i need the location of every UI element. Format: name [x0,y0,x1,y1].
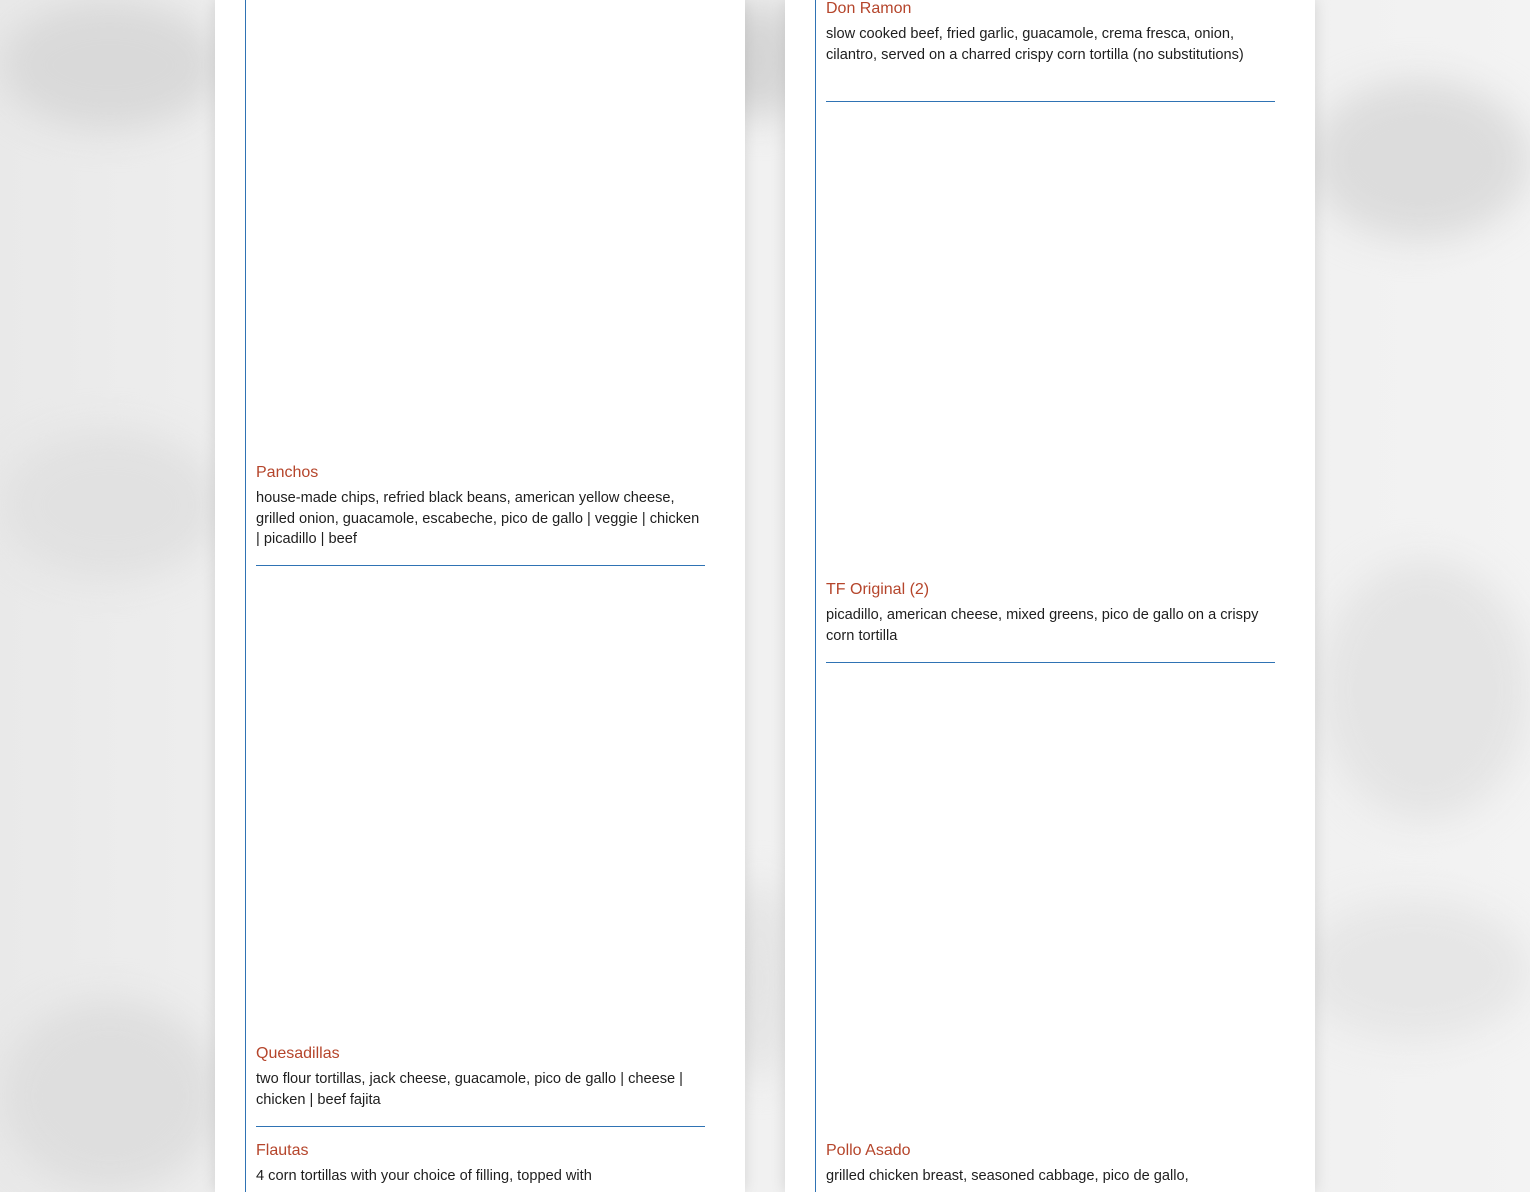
menu-column-right [785,0,1315,1192]
item-divider [826,101,1275,102]
column-divider-line [245,0,246,1192]
menu-item-name: TF Original (2) [826,581,930,598]
menu-item-description: 4 corn tortillas with your choice of filling, topped with [256,1168,592,1184]
item-divider [256,565,705,566]
column-divider-line [815,0,816,1192]
menu-item-description: two flour tortillas, jack cheese, guacamole, pico de gallo | cheese | chicken | beef fajita [256,1071,683,1108]
menu-item-panchos [256,463,705,550]
item-divider [256,1126,705,1127]
menu-item-flautas [256,1141,705,1187]
menu-item-quesadillas [256,1044,705,1110]
menu-item-name: Don Ramon [826,0,912,17]
menu-item-name: Quesadillas [256,1045,340,1062]
item-divider [826,662,1275,663]
menu-item-name: Pollo Asado [826,1142,911,1159]
menu-item-tf-original [826,580,1275,646]
menu-item-name: Flautas [256,1142,309,1159]
menu-item-description: slow cooked beef, fried garlic, guacamole, crema fresca, onion, cilantro, served on a charred crispy corn tortilla (no substitutions) [826,26,1244,63]
menu-item-don-ramon [826,0,1275,65]
menu-column-left [215,0,745,1192]
menu-item-description: house-made chips, refried black beans, american yellow cheese, grilled onion, guacamole, escabeche, pico de gallo | veggie | chicken | picadillo | beef [256,490,700,547]
menu-item-description: grilled chicken breast, seasoned cabbage, pico de gallo, [826,1168,1189,1184]
menu-item-pollo-asado [826,1141,1275,1187]
menu-item-name: Panchos [256,464,319,481]
menu-item-description: picadillo, american cheese, mixed greens, pico de gallo on a crispy corn tortilla [826,607,1259,644]
